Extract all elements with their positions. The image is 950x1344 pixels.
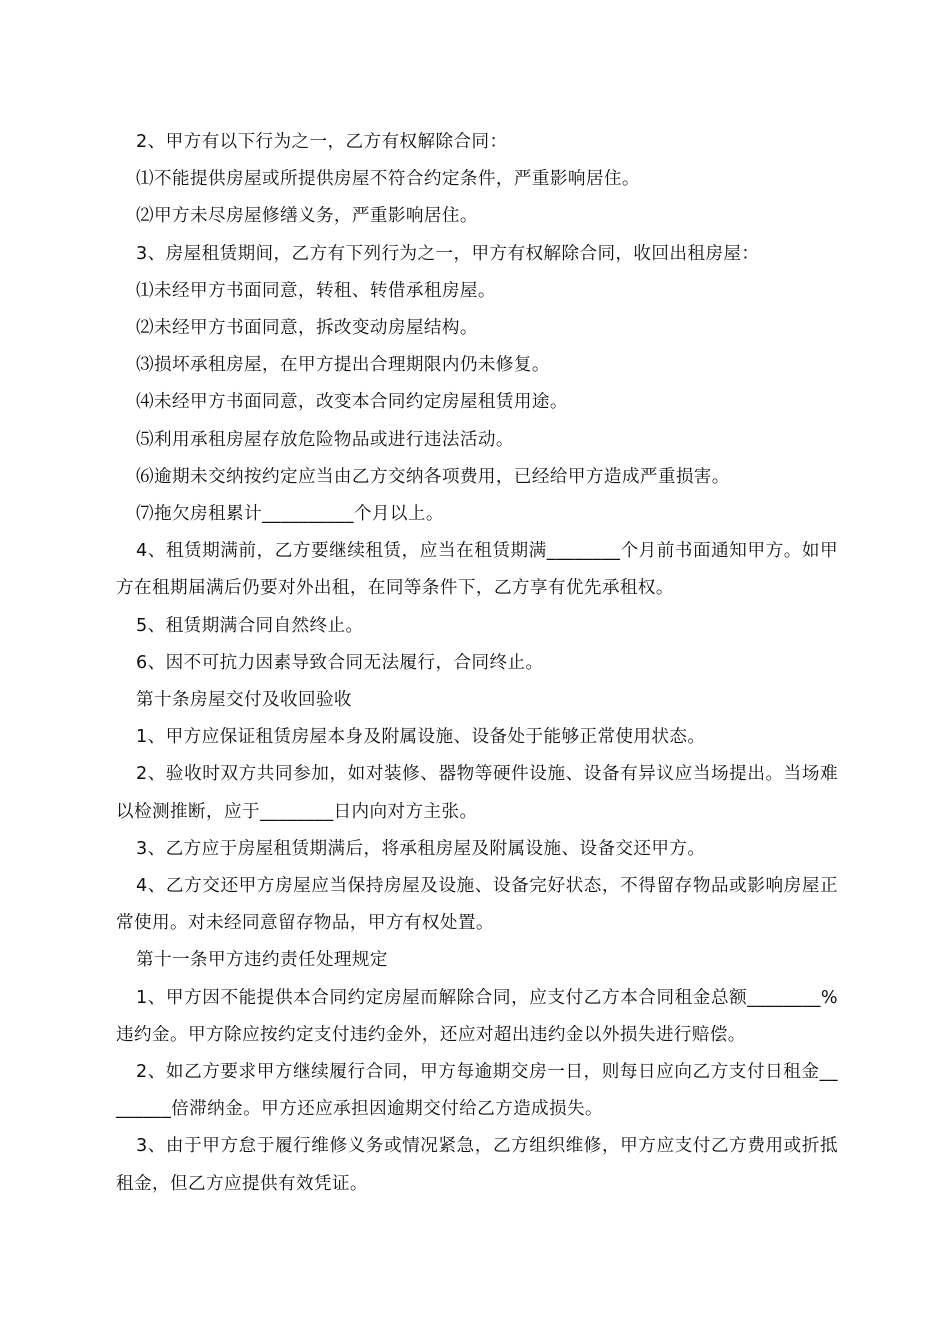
paragraph: 4、租赁期满前，乙方要继续租赁，应当在租赁期满________个月前书面通知甲方。如甲方在租期届满后仍要对外出租，在同等条件下，乙方享有优先承租权。 (116, 541, 838, 599)
section-heading: 第十一条甲方违约责任处理规定 (136, 950, 388, 971)
section-heading: 第十条房屋交付及收回验收 (136, 690, 352, 711)
document-body (116, 124, 838, 1203)
paragraph: 4、乙方交还甲方房屋应当保持房屋及设施、设备完好状态，不得留存物品或影响房屋正常使用。对未经同意留存物品，甲方有权处置。 (116, 876, 838, 934)
paragraph: 3、由于甲方怠于履行维修义务或情况紧急，乙方组织维修，甲方应支付乙方费用或折抵租金，但乙方应提供有效凭证。 (116, 1136, 838, 1194)
paragraph: 2、验收时双方共同参加，如对装修、器物等硬件设施、设备有异议应当场提出。当场难以检测推断，应于________日内向对方主张。 (116, 764, 838, 822)
paragraph: ⑵未经甲方书面同意，拆改变动房屋结构。 (136, 318, 478, 339)
paragraph: 3、房屋租赁期间，乙方有下列行为之一，甲方有权解除合同，收回出租房屋： (136, 243, 760, 264)
paragraph: ⑴未经甲方书面同意，转租、转借承租房屋。 (136, 280, 496, 301)
paragraph: ⑶损坏承租房屋，在甲方提出合理期限内仍未修复。 (136, 355, 550, 376)
paragraph: 2、如乙方要求甲方继续履行合同，甲方每逾期交房一日，则每日应向乙方支付日租金________倍滞纳金。甲方还应承担因逾期交付给乙方造成损失。 (116, 1062, 838, 1120)
paragraph: 5、租赁期满合同自然终止。 (136, 615, 364, 636)
paragraph: 1、甲方应保证租赁房屋本身及附属设施、设备处于能够正常使用状态。 (136, 727, 706, 748)
paragraph: 1、甲方因不能提供本合同约定房屋而解除合同，应支付乙方本合同租金总额________%违约金。甲方除应按约定支付违约金外，还应对超出违约金以外损失进行赔偿。 (116, 987, 838, 1045)
paragraph: ⑷未经甲方书面同意，改变本合同约定房屋租赁用途。 (136, 392, 568, 413)
paragraph: 3、乙方应于房屋租赁期满后，将承租房屋及附属设施、设备交还甲方。 (136, 838, 706, 859)
paragraph: 2、甲方有以下行为之一，乙方有权解除合同： (136, 132, 508, 152)
paragraph: 6、因不可抗力因素导致合同无法履行，合同终止。 (136, 652, 544, 673)
paragraph: ⑺拖欠房租累计__________个月以上。 (136, 504, 444, 525)
paragraph: ⑵甲方未尽房屋修缮义务，严重影响居住。 (136, 206, 478, 227)
paragraph: ⑹逾期未交纳按约定应当由乙方交纳各项费用，已经给甲方造成严重损害。 (136, 466, 730, 487)
paragraph: ⑸利用承租房屋存放危险物品或进行违法活动。 (136, 429, 514, 450)
paragraph: ⑴不能提供房屋或所提供房屋不符合约定条件，严重影响居住。 (136, 169, 640, 190)
